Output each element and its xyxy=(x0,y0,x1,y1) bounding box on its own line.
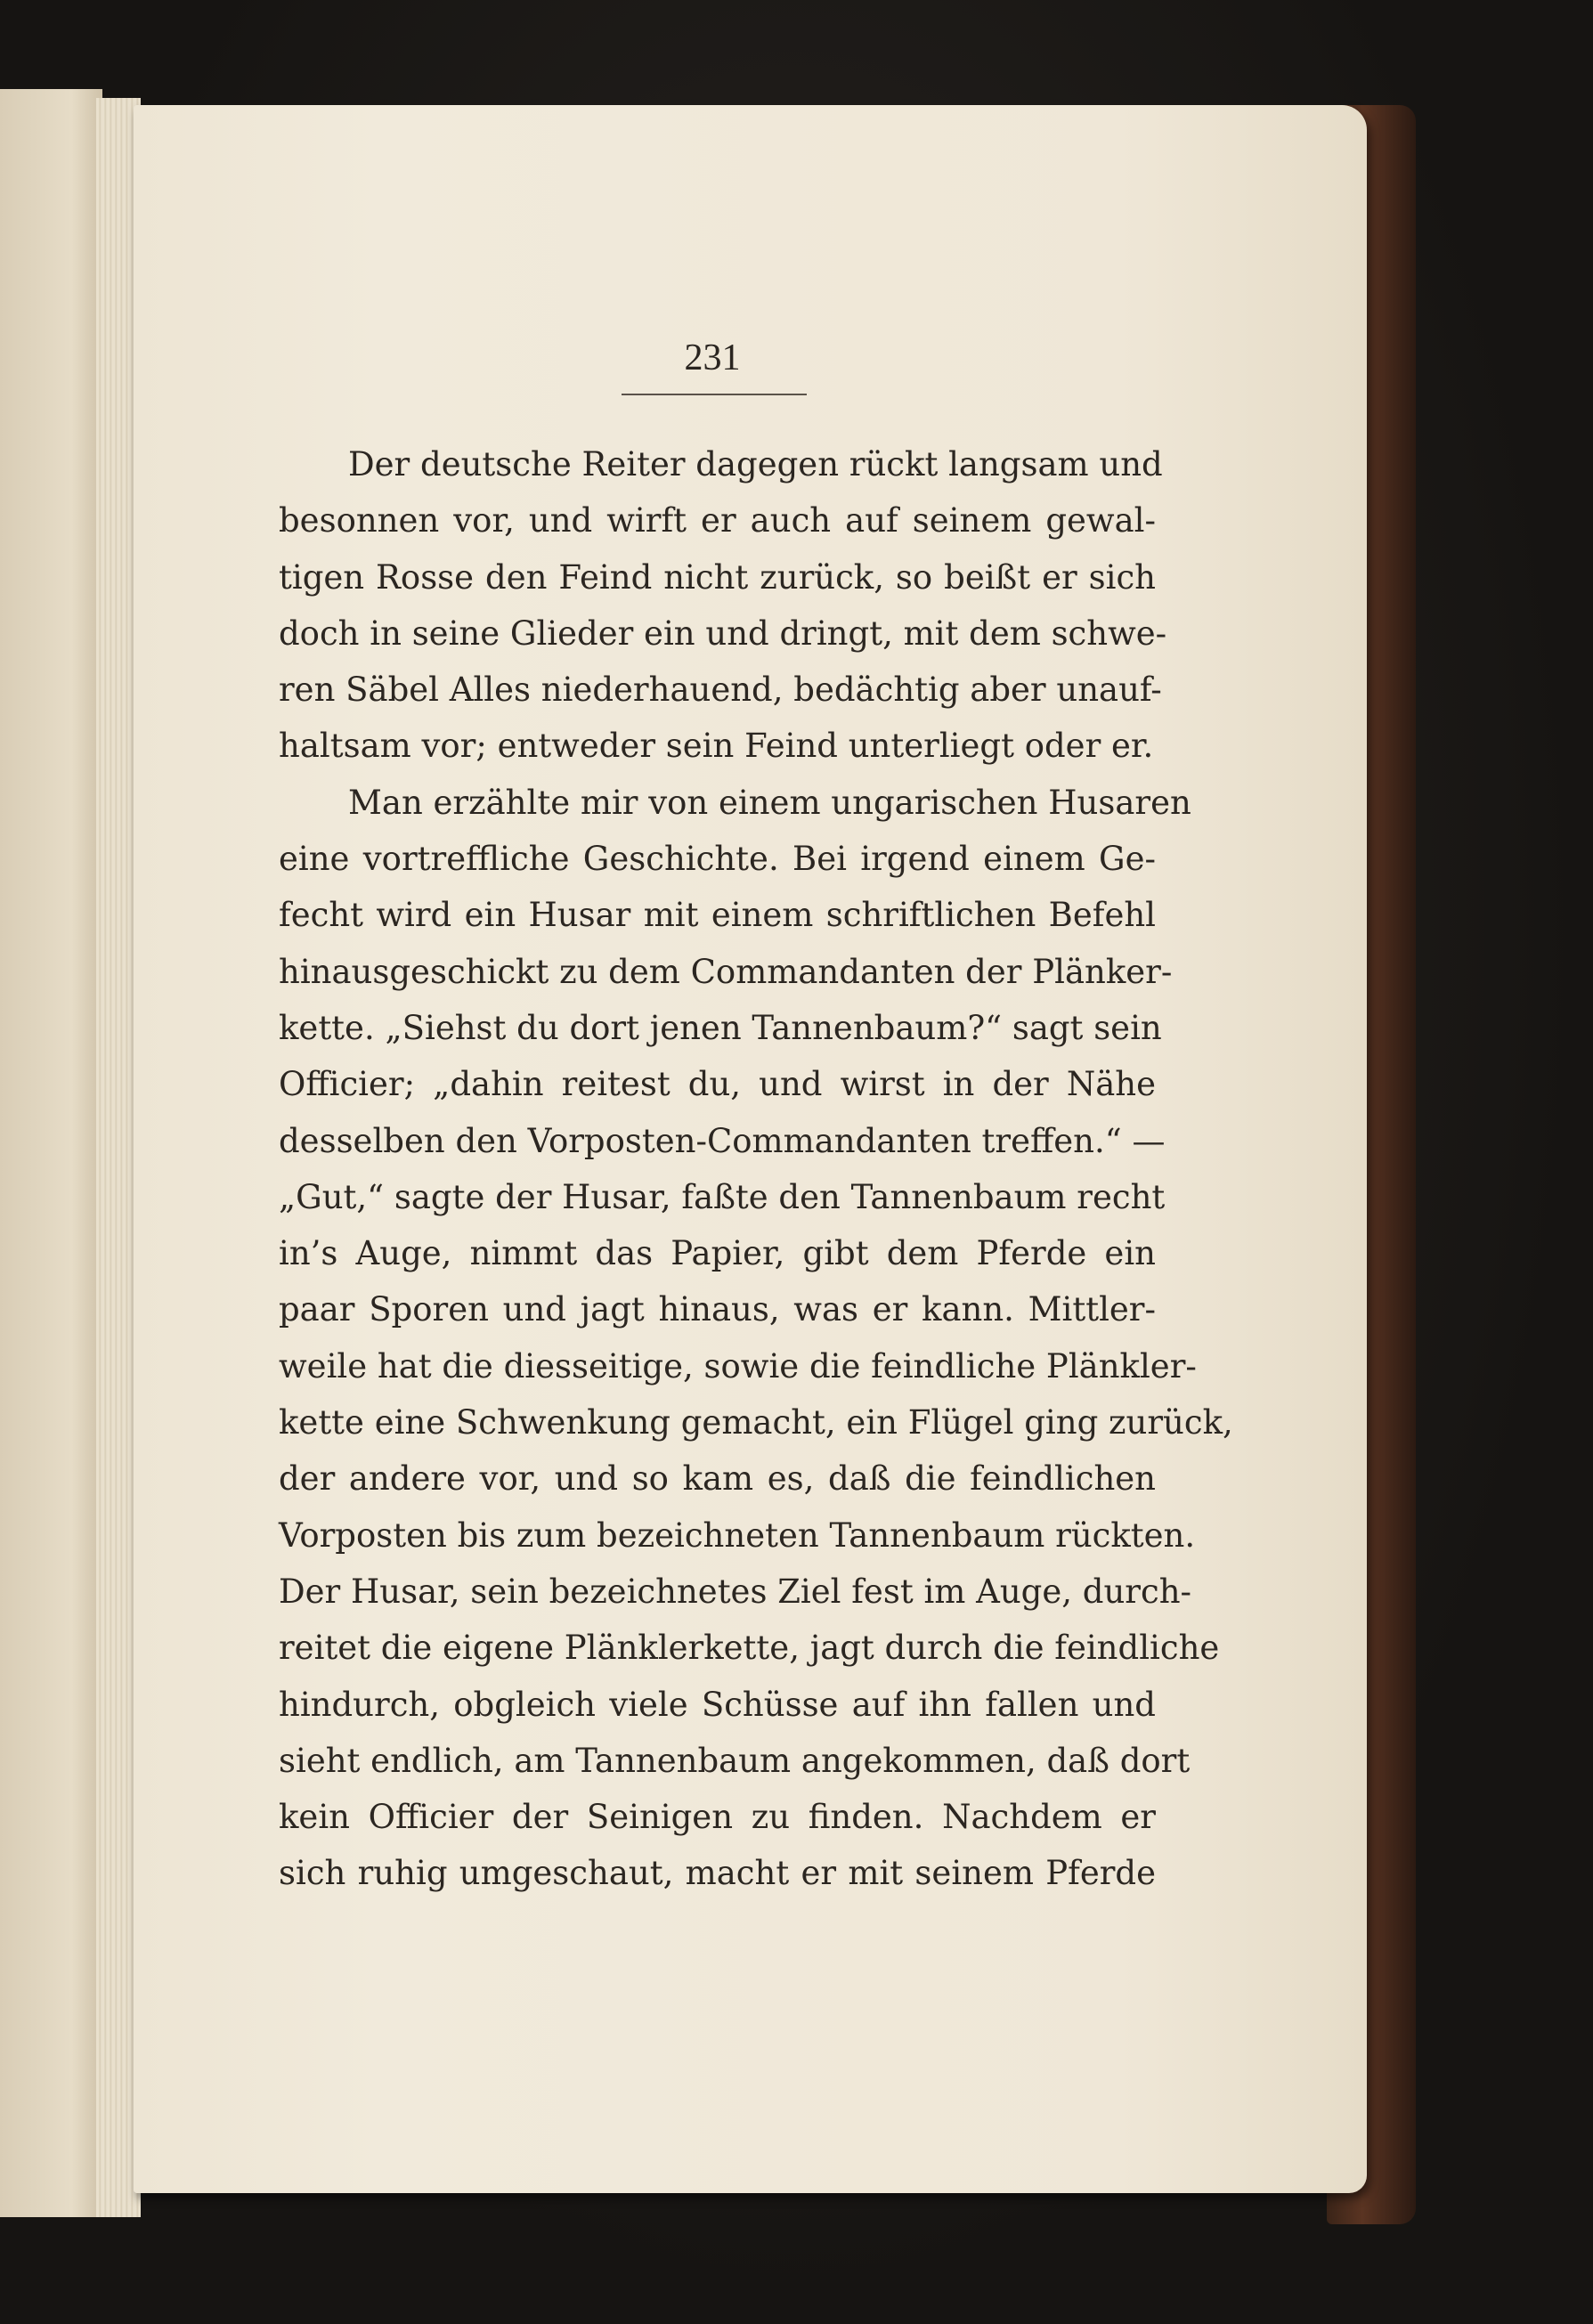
text-line: hindurch, obgleich viele Schüsse auf ihn fallen und xyxy=(279,1685,1156,1724)
text-line: der andere vor, und so kam es, daß die feindlichen xyxy=(279,1459,1156,1499)
text-line: „Gut,“ sagte der Husar, faßte den Tannenbaum recht xyxy=(279,1177,1166,1216)
text-line: in’s Auge, nimmt das Papier, gibt dem Pferde ein xyxy=(279,1234,1156,1273)
text-line: sich ruhig umgeschaut, macht er mit seinem Pferde xyxy=(279,1854,1156,1893)
text-line: kein Officier der Seinigen zu finden. Nachdem er xyxy=(279,1798,1156,1837)
text-line: haltsam vor; entweder sein Feind unterliegt oder er. xyxy=(279,727,1154,766)
text-line: sieht endlich, am Tannenbaum angekommen, daß dort xyxy=(279,1741,1191,1780)
text-line: eine vortreffliche Geschichte. Bei irgend einem Ge- xyxy=(279,840,1156,879)
text-line: besonnen vor, und wirft er auch auf seinem gewal- xyxy=(279,501,1156,540)
body-text xyxy=(279,436,1233,1902)
text-line: hinausgeschickt zu dem Commandanten der Plänker- xyxy=(279,952,1173,991)
text-line: ren Säbel Alles niederhauend, bedächtig aber unauf- xyxy=(279,670,1162,710)
text-line: Der deutsche Reiter dagegen rückt langsam und xyxy=(348,445,1163,483)
text-line: kette. „Siehst du dort jenen Tannenbaum?“ sagt sein xyxy=(279,1008,1162,1047)
text-line: kette eine Schwenkung gemacht, ein Flügel ging zurück, xyxy=(279,1403,1233,1442)
text-line: tigen Rosse den Feind nicht zurück, so beißt er sich xyxy=(279,557,1156,597)
text-line: weile hat die diesseitige, sowie die feindliche Plänkler- xyxy=(279,1346,1197,1385)
header-rule xyxy=(622,394,807,395)
text-line: paar Sporen und jagt hinaus, was er kann. Mittler- xyxy=(279,1290,1156,1329)
text-line: desselben den Vorposten-Commandanten treffen.“ — xyxy=(279,1121,1166,1160)
text-line: Man erzählte mir von einem ungarischen Husaren xyxy=(348,783,1191,822)
text-line: fecht wird ein Husar mit einem schriftlichen Befehl xyxy=(279,896,1156,935)
text-line: reitet die eigene Plänklerkette, jagt durch die feindliche xyxy=(279,1629,1220,1668)
text-line: Der Husar, sein bezeichnetes Ziel fest im Auge, durch- xyxy=(279,1572,1192,1611)
text-line: doch in seine Glieder ein und dringt, mit dem schwe- xyxy=(279,614,1167,653)
text-line: Officier; „dahin reitest du, und wirst in der Nähe xyxy=(279,1065,1156,1104)
text-line: Vorposten bis zum bezeichneten Tannenbaum rückten. xyxy=(279,1515,1196,1555)
page-number: 231 xyxy=(684,337,741,378)
left-facing-page xyxy=(0,89,102,2217)
